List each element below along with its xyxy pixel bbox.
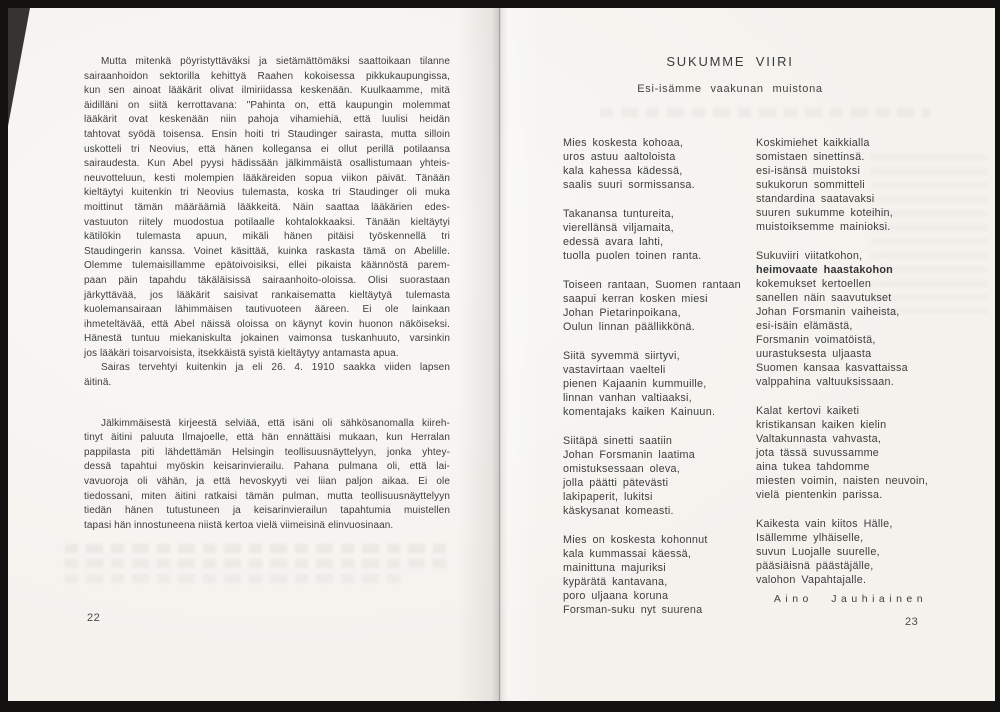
text-line: lääkärit ovat keskenään niin pahoja vihamiehiä, että luulisi heidän	[84, 114, 450, 126]
poem-line: Toiseen rantaan, Suomen rantaan	[563, 279, 741, 291]
stanza	[563, 434, 753, 518]
poem-line: Koskimiehet kaikkialla	[756, 137, 870, 149]
poem-line: aina tukea tahdomme	[756, 461, 870, 473]
text-line: Staudingerin kanssa. Voinet käsittää, kuinka raskasta tämä on Abelille.	[84, 245, 450, 257]
text-line: tiedän hänen tutustuneen ja keisarinvierailun tapahtumia muistellen	[84, 505, 450, 517]
text-line: kun sen ainoat lääkärit olivat ilmiriidassa keskenään. Kuulkaamme, mitä	[84, 85, 450, 97]
poem-line: komentajaks kaiken Kainuun.	[563, 406, 716, 418]
poem-line: Johan Forsmanin laatima	[563, 449, 695, 461]
poem-line: pääsiäisnä päästäjälle,	[756, 560, 874, 572]
poem-line: Valtakunnasta vahvasta,	[756, 433, 882, 445]
stanza	[756, 136, 971, 234]
paragraph	[84, 417, 450, 534]
poem-line: poro uljaana koruna	[563, 590, 669, 602]
poem-line: kokemukset kertoellen	[756, 278, 872, 290]
poem-line: saalis suuri sormissansa.	[563, 179, 695, 191]
text-line: sairaanhoidon sektorilla kehittyä Raahen kokoisessa pikkukaupungissa,	[84, 70, 450, 82]
poem-line: valppahina valtuuksissaan.	[756, 376, 895, 388]
book-spine-fold	[499, 8, 500, 701]
stanza	[563, 136, 753, 192]
text-line: sairaudesta. Kun Abel pyysi hädissään jälkimmäistä osallistumaan yhteis-	[84, 158, 450, 170]
poem-line: miesten voimin, naisten neuvoin,	[756, 475, 929, 487]
text-line: Mutta mitenkä pöyristyttäväksi ja sietämättömäksi saattoikaan tilanne	[101, 56, 450, 67]
poem-line: esi-isäin elämästä,	[756, 320, 853, 332]
book-spread	[8, 8, 995, 701]
poem-line: saapui kerran kosken miesi	[563, 293, 708, 305]
left-text-block	[84, 55, 450, 533]
poem-line: standardina saatavaksi	[756, 193, 875, 205]
poem-line: Johan Forsmanin vaiheista,	[756, 306, 900, 318]
poem-line: Kalat kertovi kaiketi	[756, 405, 860, 417]
poem-line: mainittuna majuriksi	[563, 562, 666, 574]
poem-heading	[520, 8, 940, 95]
bleed-through-text	[600, 108, 930, 117]
poem-line: Isällemme ylhäiselle,	[756, 532, 864, 544]
paragraph	[84, 55, 450, 361]
text-line: Sairas tervehtyi kuitenkin ja eli 26. 4. 1910 saakka viiden lapsen	[101, 362, 450, 374]
poem-line: jolla päätti pätevästi	[563, 477, 669, 489]
page-number-left: 22	[87, 612, 101, 624]
stanza	[563, 533, 753, 617]
text-line: tiedossani, miten äitini ratkaisi tämän pulman, mutta teollisuusnäyttelyyn	[84, 490, 450, 502]
text-line: Jälkimmäisestä kirjeestä selviää, että isäni oli sähkösanomalla kiireh-	[101, 417, 450, 429]
poem-subtitle: Esi-isämme vaakunan muistona	[637, 83, 823, 95]
book-spine-shadow	[458, 8, 542, 701]
text-line: kuolemansairaan lähimmäisen tautivuoteen ääreen. Ei ole lainkaan	[84, 304, 450, 316]
stanza	[756, 517, 971, 587]
poem-line: suvun Luojalle suurelle,	[756, 546, 880, 558]
poem-line: omistuksessaan oleva,	[563, 463, 680, 475]
poem-line: Siitäpä sinetti saatiin	[563, 435, 673, 447]
text-line: järkyttävää, jos lääkärit saisivat rankaisematta kieltäytyä tulemasta	[84, 289, 450, 301]
poem-line: Forsman-suku nyt suurena	[563, 604, 703, 616]
poem-line: kala kummassai käessä,	[563, 548, 692, 560]
stanza	[756, 404, 971, 502]
poem-line: jota tässä suvussamme	[756, 447, 880, 459]
poem-line: Johan Pietarinpoikana,	[563, 307, 681, 319]
poem-line: edessä avara lahti,	[563, 236, 664, 248]
poem-line: Kaikesta vain kiitos Hälle,	[756, 518, 893, 530]
poem-line: Takanansa tuntureita,	[563, 208, 674, 220]
bleed-through-text	[65, 544, 447, 553]
paragraph	[84, 361, 450, 390]
poem-line: tuolla puolen toinen ranta.	[563, 250, 702, 262]
poem-line: uurastuksesta uljaasta	[756, 348, 872, 360]
poem-line: Oulun linnan päällikkönä.	[563, 321, 695, 333]
poem-line: uros astuu aaltoloista	[563, 151, 676, 163]
bleed-through-text	[65, 574, 405, 583]
poem-author-signature: Aino Jauhiainen	[773, 593, 928, 605]
bleed-through-text	[65, 559, 447, 568]
text-line: äitinä.	[84, 377, 112, 389]
stanza	[756, 249, 971, 389]
poem-line: esi-isänsä muistoksi	[756, 165, 861, 177]
text-line: ihmeteltävää, että Abel näissä oloissa on käynyt kovin huonon näköiseksi.	[84, 318, 450, 330]
stanza	[563, 207, 753, 263]
stanza	[563, 349, 753, 419]
text-line: tahtovat syödä toisensa. Ensin hoiti tri Staudinger sairasta, mutta silloin	[84, 128, 450, 140]
poem-column-left	[563, 136, 753, 632]
poem-line: valohon Vapahtajalle.	[756, 574, 867, 586]
poem-line: Suomen kansaa kasvattaissa	[756, 362, 908, 374]
text-line: tinyt äitini paluuta Ilmajoelle, että hän ennättäisi mukaan, kun Herralan	[84, 432, 450, 444]
poem-column-right	[756, 136, 971, 602]
poem-line: muistoiksemme mainioksi.	[756, 221, 891, 233]
poem-line: sukukorun sommitteli	[756, 179, 865, 191]
poem-line: vielä pientenkin parissa.	[756, 489, 883, 501]
text-line: äidilläni on siitä kerrottavana: "Pahinta on, että kaupungin molemmat	[84, 99, 450, 111]
text-line: Olemme tulemaisillamme epätoivoisiksi, ellei pikaista käännöstä parem-	[84, 260, 450, 272]
poem-line: heimovaate haastakohon	[756, 264, 894, 276]
text-line: jos lääkäri toisarvoisista, itsekkäistä syistä kieltäytyy antamasta apua.	[84, 347, 399, 359]
text-line: kätilökin tulemasta apuun, mikäli hänen pitäisi työskennellä tri	[84, 231, 450, 243]
poem-line: Sukuviiri viitatkohon,	[756, 250, 863, 262]
text-line: tapasi hän innostuneena niistä kertoa vielä viimeisinä elinvuosinaan.	[84, 519, 394, 531]
poem-line: sanellen näin saavutukset	[756, 292, 892, 304]
poem-line: Siitä syvemmä siirtyvi,	[563, 350, 680, 362]
poem-line: pienen Kajaanin kummuille,	[563, 378, 707, 390]
poem-line: somistaen sinettinsä.	[756, 151, 865, 163]
poem-line: käskysanat komeasti.	[563, 505, 674, 517]
poem-line: linnan vanhan valtiaaksi,	[563, 392, 692, 404]
poem-line: Mies on koskesta kohonnut	[563, 534, 708, 546]
poem-line: kypärätä kantavana,	[563, 576, 668, 588]
text-line: kieltäytyi kuitenkin tri Neovius tulemasta, koska tri Staudinger oli muka	[84, 187, 450, 199]
text-line: dessä tapahtui myöskin keisarinvierailu. Pahana pulmana oli, että lai-	[84, 461, 450, 473]
stanza	[563, 278, 753, 334]
poem-line: Forsmanin voimatöistä,	[756, 334, 876, 346]
poem-line: Mies koskesta kohoaa,	[563, 137, 684, 149]
poem-title: SUKUMME VIIRI	[666, 54, 794, 69]
scan-corner-shadow	[8, 8, 30, 126]
poem-line: lakipaperit, lukitsi	[563, 491, 653, 503]
poem-line: suuren sukumme koteihin,	[756, 207, 894, 219]
poem-line: vastavirtaan vaelteli	[563, 364, 666, 376]
poem-line: kristikansan kaiken kielin	[756, 419, 887, 431]
text-line: uskotteli tri Neovius, että hänen kollegansa ei ollut perillä potilaansa	[84, 143, 450, 155]
text-line: moittinut tämän määräämiä lääkkeitä. Näin saattaa lääkärien edes-	[84, 201, 450, 213]
text-line: vastuuton riitely muodostua potilaalle kohtalokkaaksi. Tänään kieltäytyi	[84, 216, 450, 228]
text-line: vavuoroja oli vähän, ja että hevoskyyti vei liian paljon aikaa. Ei ole	[84, 476, 450, 488]
text-line: pappilasta piti lähdettämän Helsingin teollisuusnäyttelyyn, jonka yhtey-	[84, 446, 450, 458]
poem-line: vierellänsä viljamaita,	[563, 222, 674, 234]
page-number-right: 23	[905, 616, 919, 628]
poem-line: kala kahessa kädessä,	[563, 165, 683, 177]
text-line: neuvotteluun, kesti molempien lääkäreiden sopua viikon päivät. Tänään	[84, 172, 450, 184]
text-line: Hänestä tuntuu miekaniskulta jokainen vaimonsa tuskanhuuto, varsinkin	[84, 333, 450, 345]
text-line: paan päin tapahdu täkäläisissä sairaanhoito-oloissa. Olisi suorastaan	[84, 274, 450, 286]
